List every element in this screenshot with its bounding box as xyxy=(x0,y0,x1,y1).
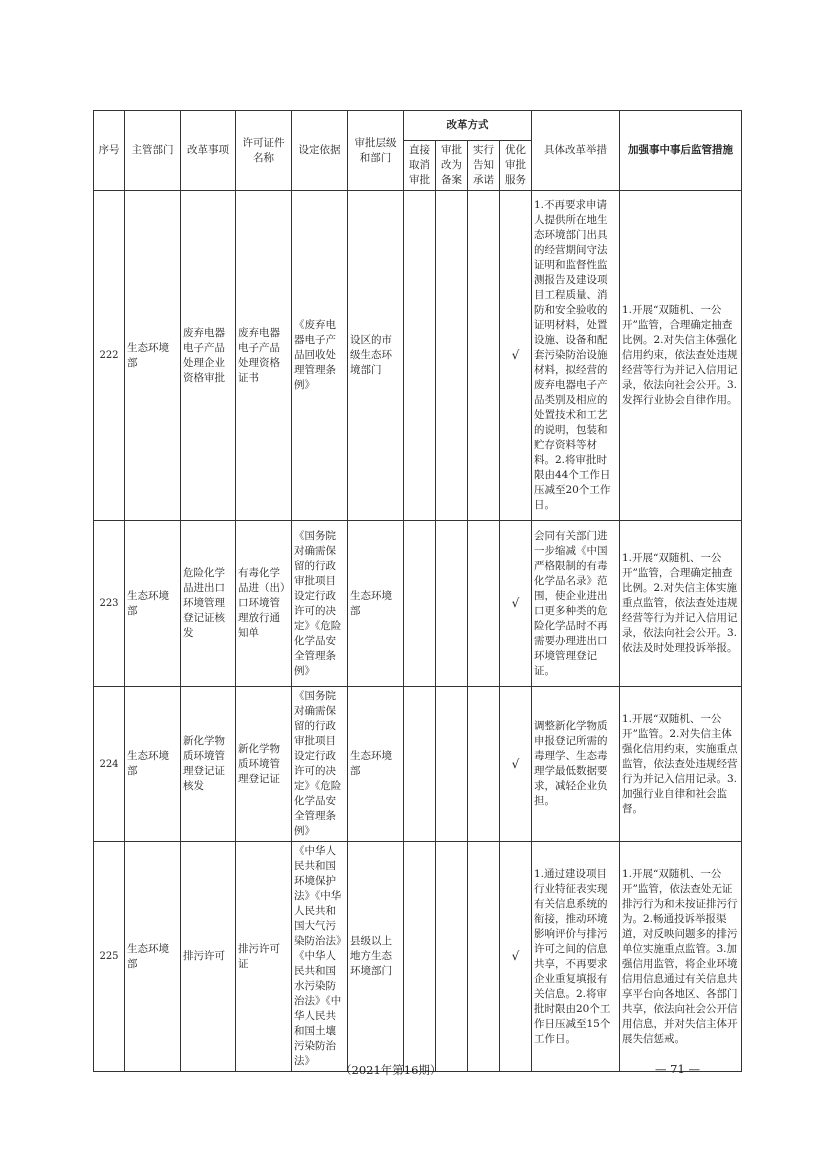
row-license: 有毒化学品进（出）口环境管理放行通知单 xyxy=(236,521,292,687)
header-measures: 具体改革举措 xyxy=(532,111,620,191)
row-supervision: 1.开展“双随机、一公开”监管。2.对失信主体强化信用约束，实施重点监管，依法查处违规经营行为并记入信用记录。3.加强行业自律和社会监督。 xyxy=(620,687,742,842)
row-method-filing xyxy=(436,191,468,521)
row-measures: 1.不再要求申请人提供所在地生态环境部门出具的经营期间守法证明和监督性监测报告及建设项目工程质量、消防和安全验收的证明材料，处置设施、设备和配套污染防治设施材料，拟经营的废弃电器电子产品类别及相应的处置技术和工艺的说明，包装和贮存资料等材料。2.将审批时限由44个工作日压减至20个工作日。 xyxy=(532,191,620,521)
row-dept: 生态环境部 xyxy=(125,842,181,1072)
row-method-filing xyxy=(436,842,468,1072)
row-method-notify xyxy=(468,687,500,842)
table-row xyxy=(94,842,742,1072)
row-seq: 223 xyxy=(94,521,125,687)
row-level: 生态环境部 xyxy=(348,521,404,687)
row-item: 新化学物质环境管理登记证核发 xyxy=(181,687,236,842)
row-seq: 224 xyxy=(94,687,125,842)
header-method-optimize: 优化审批服务 xyxy=(500,141,532,191)
row-basis: 《中华人民共和国环境保护法》《中华人民共和国大气污染防治法》《中华人民共和国水污染防治法》《中华人民共和国土壤污染防治法》 xyxy=(292,842,348,1072)
row-supervision: 1.开展“双随机、一公开”监管，合理确定抽查比例。2.对失信主体实施重点监管，依法查处违规经营等行为并记入信用记录，依法向社会公开。3.依法及时处理投诉举报。 xyxy=(620,521,742,687)
row-level: 设区的市级生态环境部门 xyxy=(348,191,404,521)
header-license: 许可证件名称 xyxy=(236,111,292,191)
row-level: 生态环境部 xyxy=(348,687,404,842)
row-dept: 生态环境部 xyxy=(125,521,181,687)
row-method-cancel xyxy=(404,521,436,687)
row-supervision: 1.开展“双随机、一公开”监管，依法查处无证排污行为和未按证排污行为。2.畅通投诉举报渠道，对反映问题多的排污单位实施重点监管。3.加强信用监管，将企业环境信用信息通过有关信息共享平台向各地区、各部门共享，依法向社会公开信用信息，并对失信主体开展失信惩戒。 xyxy=(620,842,742,1072)
header-dept: 主管部门 xyxy=(125,111,181,191)
row-item: 排污许可 xyxy=(181,842,236,1072)
table-row xyxy=(94,191,742,521)
row-method-cancel xyxy=(404,687,436,842)
row-method-filing xyxy=(436,521,468,687)
row-method-cancel xyxy=(404,842,436,1072)
header-method-group: 改革方式 xyxy=(404,111,532,141)
row-item: 危险化学品进出口环境管理登记证核发 xyxy=(181,521,236,687)
header-method-cancel: 直接取消审批 xyxy=(404,141,436,191)
issue-label: （2021年第16期） xyxy=(340,1063,442,1077)
row-method-optimize: √ xyxy=(500,842,532,1072)
row-method-optimize: √ xyxy=(500,191,532,521)
row-basis: 《废弃电器电子产品回收处理管理条例》 xyxy=(292,191,348,521)
row-license: 排污许可证 xyxy=(236,842,292,1072)
row-supervision: 1.开展“双随机、一公开”监管，合理确定抽查比例。2.对失信主体强化信用约束，依法查处违规经营等行为并记入信用记录，依法向社会公开。3.发挥行业协会自律作用。 xyxy=(620,191,742,521)
table-row xyxy=(94,687,742,842)
header-supervision: 加强事中事后监管措施 xyxy=(620,111,742,191)
row-method-optimize: √ xyxy=(500,521,532,687)
row-method-optimize: √ xyxy=(500,687,532,842)
row-dept: 生态环境部 xyxy=(125,191,181,521)
row-seq: 225 xyxy=(94,842,125,1072)
row-license: 新化学物质环境管理登记证 xyxy=(236,687,292,842)
row-measures: 会同有关部门进一步缩减《中国严格限制的有毒化学品名录》范围，使企业进出口更多种类的危险化学品时不再需要办理进出口环境管理登记证。 xyxy=(532,521,620,687)
row-dept: 生态环境部 xyxy=(125,687,181,842)
row-method-notify xyxy=(468,842,500,1072)
header-method-notify: 实行告知承诺 xyxy=(468,141,500,191)
row-level: 县级以上地方生态环境部门 xyxy=(348,842,404,1072)
header-seq: 序号 xyxy=(94,111,125,191)
row-method-notify xyxy=(468,191,500,521)
row-basis: 《国务院对确需保留的行政审批项目设定行政许可的决定》《危险化学品安全管理条例》 xyxy=(292,521,348,687)
page-number: — 71 — xyxy=(655,1062,700,1076)
header-basis: 设定依据 xyxy=(292,111,348,191)
row-item: 废弃电器电子产品处理企业资格审批 xyxy=(181,191,236,521)
row-license: 废弃电器电子产品处理资格证书 xyxy=(236,191,292,521)
header-level: 审批层级和部门 xyxy=(348,111,404,191)
row-basis: 《国务院对确需保留的行政审批项目设定行政许可的决定》《危险化学品安全管理条例》 xyxy=(292,687,348,842)
reform-table xyxy=(93,110,742,1072)
row-seq: 222 xyxy=(94,191,125,521)
row-method-filing xyxy=(436,687,468,842)
header-item: 改革事项 xyxy=(181,111,236,191)
row-method-notify xyxy=(468,521,500,687)
table-row xyxy=(94,521,742,687)
document-page xyxy=(93,110,741,1072)
row-method-cancel xyxy=(404,191,436,521)
header-method-filing: 审批改为备案 xyxy=(436,141,468,191)
row-measures: 调整新化学物质申报登记所需的毒理学、生态毒理学最低数据要求，减轻企业负担。 xyxy=(532,687,620,842)
row-measures: 1.通过建设项目行业特征表实现有关信息系统的衔接，推动环境影响评价与排污许可之间的信息共享，不再要求企业重复填报有关信息。2.将审批时限由20个工作日压减至15个工作日。 xyxy=(532,842,620,1072)
